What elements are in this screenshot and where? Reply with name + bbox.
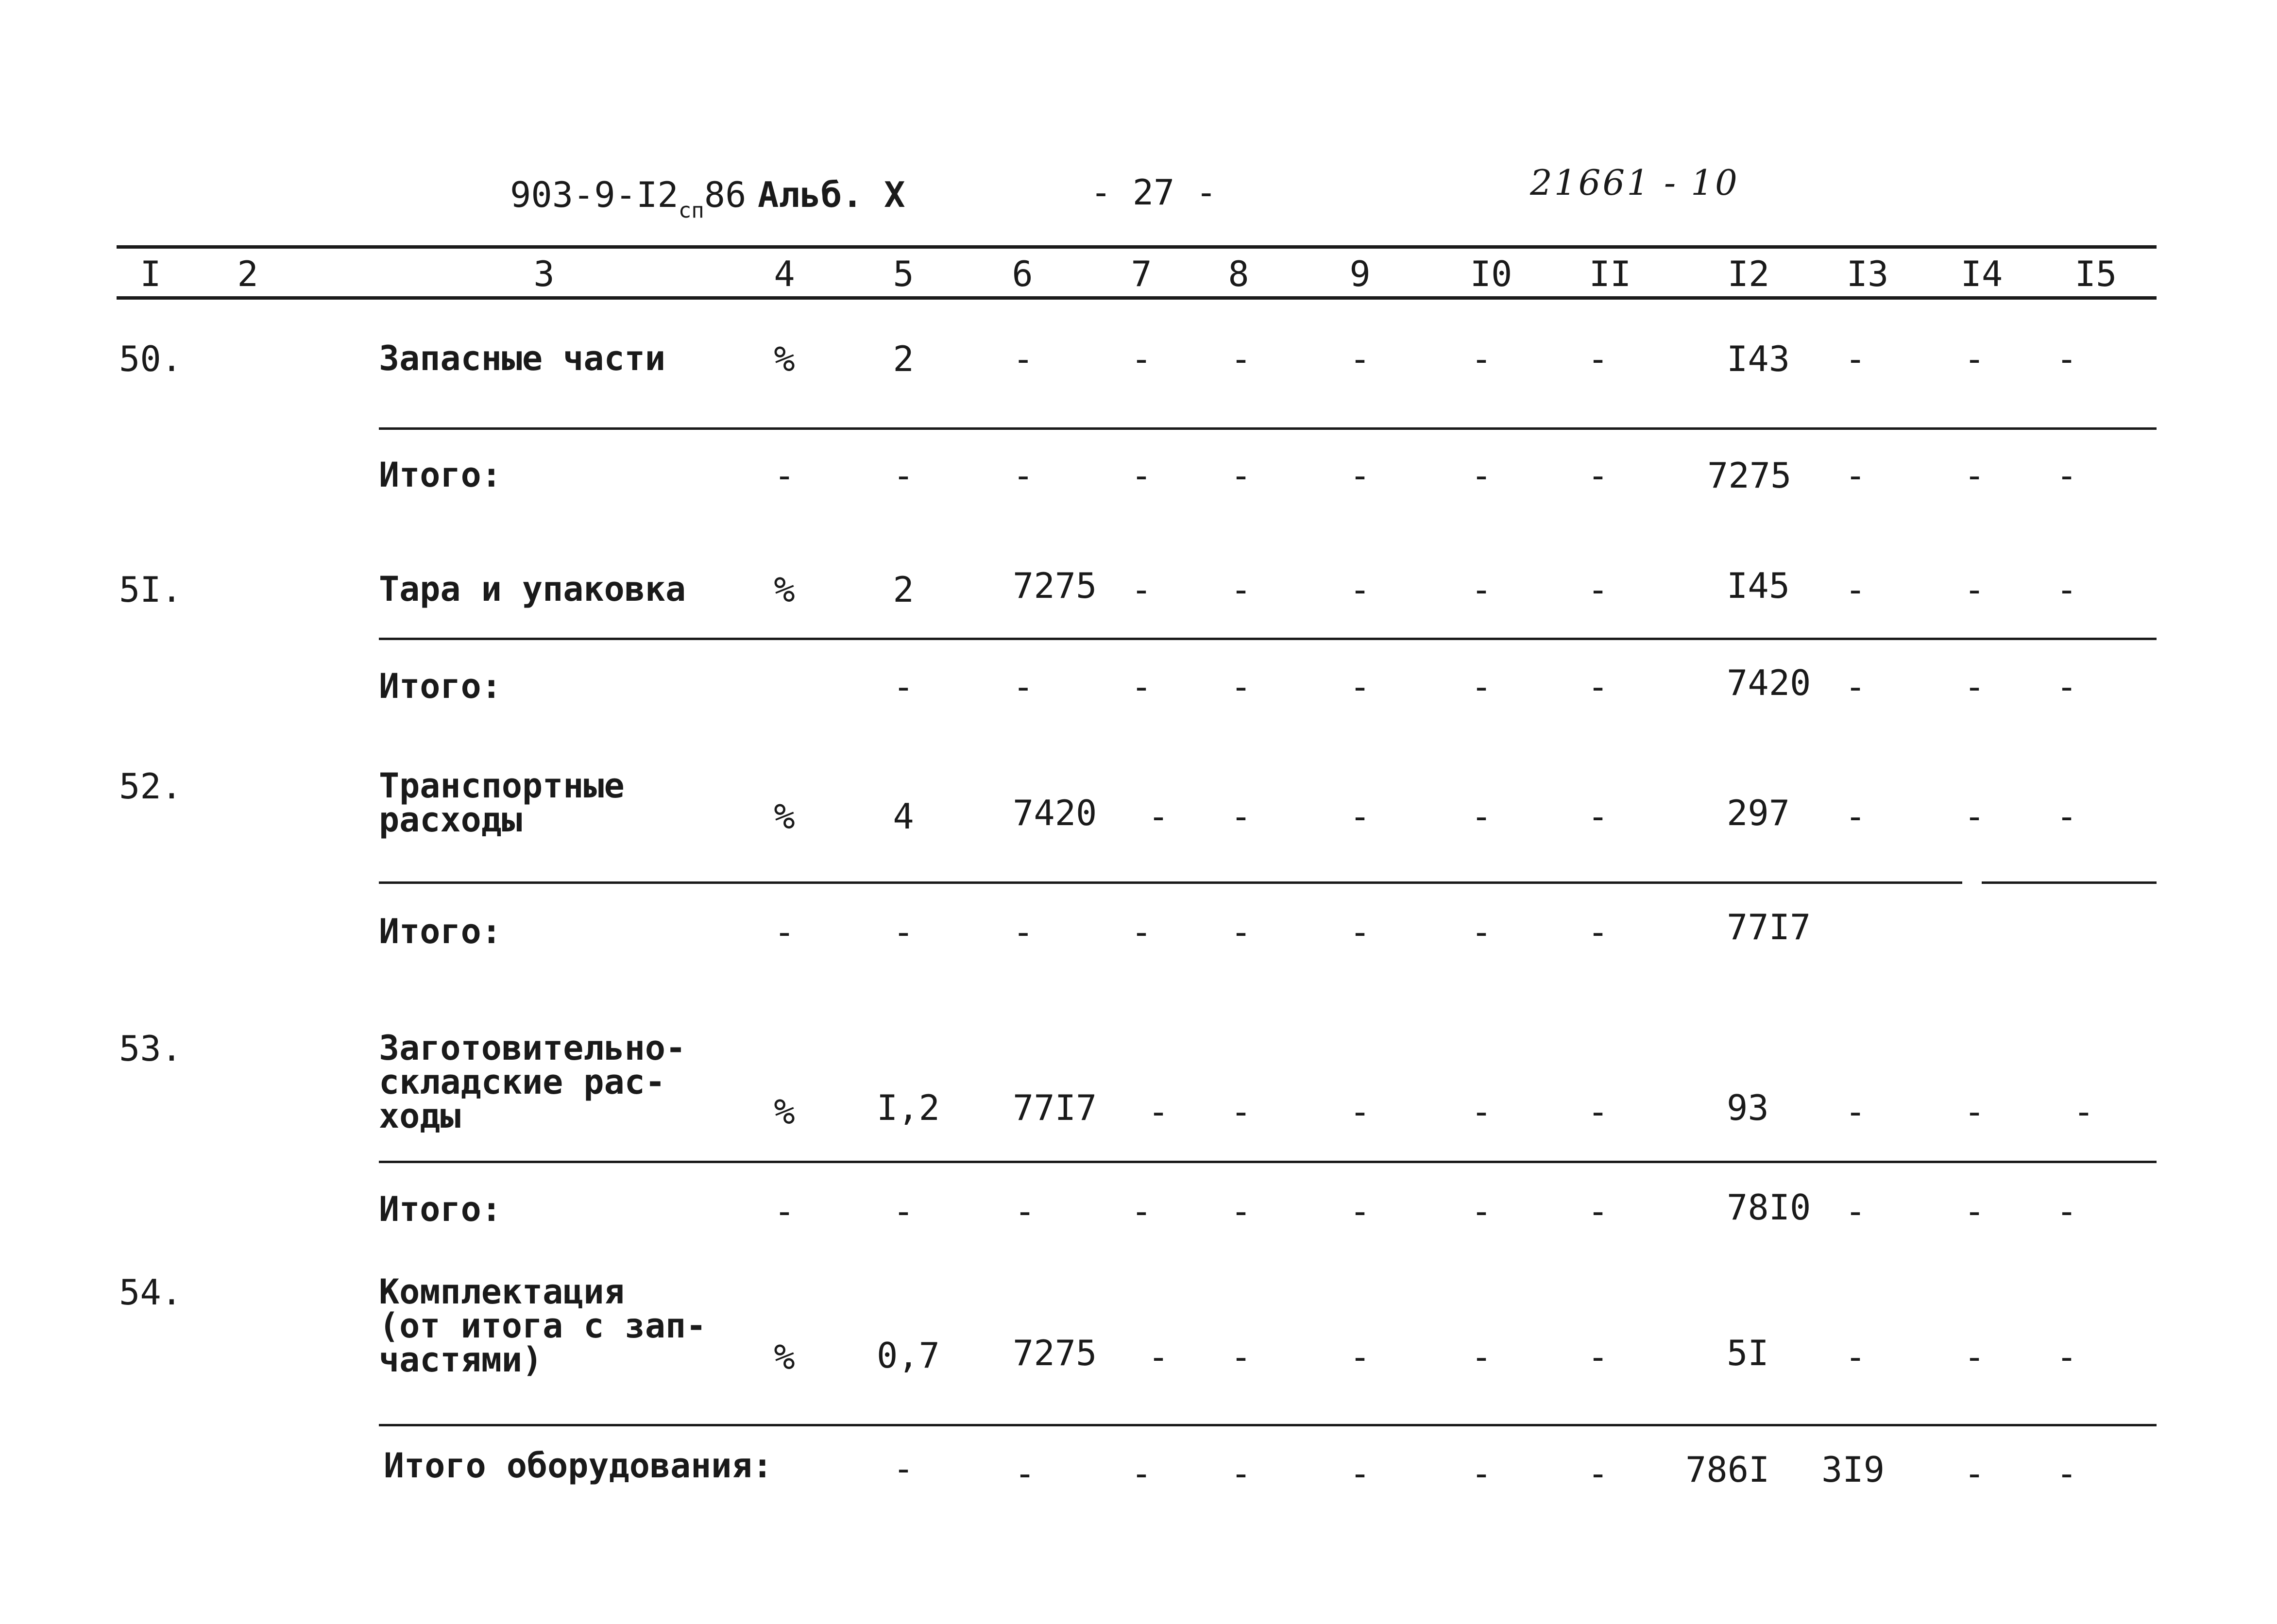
cell-9: - — [1349, 796, 1371, 837]
cell-12: 7420 — [1727, 662, 1811, 703]
row-number: 5I. — [119, 569, 183, 610]
cell-4: - — [774, 912, 795, 952]
cell-15: - — [2056, 1191, 2077, 1232]
cell-14: - — [1964, 666, 1985, 707]
cell-4: % — [774, 1336, 795, 1377]
row-divider — [379, 1161, 2157, 1163]
row-name: Итого: — [379, 1189, 502, 1229]
cell-11: - — [1587, 569, 1609, 610]
header-bottom-rule — [117, 296, 2157, 300]
cell-10: - — [1471, 1453, 1492, 1494]
cell-4: - — [774, 1191, 795, 1232]
cell-11: - — [1587, 796, 1609, 837]
row-divider — [379, 1424, 2157, 1426]
column-number: I2 — [1727, 254, 1770, 294]
cell-15: - — [2056, 1336, 2077, 1377]
cell-8: - — [1230, 1453, 1252, 1494]
cell-15: - — [2073, 1091, 2094, 1132]
cell-6: - — [1014, 1453, 1036, 1494]
cell-12: 77I7 — [1727, 907, 1811, 947]
column-number: 5 — [893, 254, 914, 294]
cell-9: - — [1349, 912, 1371, 952]
cell-5: 2 — [893, 569, 914, 610]
row-name: Запасные части — [379, 338, 666, 378]
column-number: 7 — [1131, 254, 1152, 294]
cell-6: - — [1013, 455, 1034, 496]
column-number: 2 — [237, 254, 258, 294]
document-code-year: 86 — [704, 174, 747, 215]
cell-13: - — [1845, 338, 1866, 379]
cell-7: - — [1148, 1336, 1169, 1377]
cell-15: - — [2056, 455, 2077, 496]
page-number: - 27 - — [1090, 172, 1217, 213]
cell-5: - — [893, 1448, 914, 1489]
cell-7: - — [1131, 666, 1152, 707]
cell-15: - — [2056, 666, 2077, 707]
column-number: I4 — [1960, 254, 2003, 294]
cell-13: - — [1845, 666, 1866, 707]
cell-10: - — [1471, 1191, 1492, 1232]
column-number: I3 — [1846, 254, 1889, 294]
cell-7: - — [1148, 1091, 1169, 1132]
row-divider — [379, 427, 2157, 430]
row-name: Транспортные расходы — [379, 766, 625, 840]
cell-13: - — [1845, 569, 1866, 610]
cell-5: 0,7 — [876, 1335, 940, 1376]
cell-9: - — [1349, 1191, 1371, 1232]
cell-9: - — [1349, 1336, 1371, 1377]
cell-12: 297 — [1727, 793, 1790, 833]
cell-7: - — [1131, 569, 1152, 610]
cell-6: - — [1014, 1191, 1036, 1232]
cell-15: - — [2056, 796, 2077, 837]
cell-5: - — [893, 912, 914, 952]
cell-6: 7275 — [1013, 565, 1097, 606]
cell-9: - — [1349, 338, 1371, 379]
row-divider — [1982, 881, 2157, 884]
cell-7: - — [1131, 912, 1152, 952]
column-number: I — [140, 254, 161, 294]
row-number: 52. — [119, 766, 183, 807]
cell-11: - — [1587, 455, 1609, 496]
row-name: Тара и упаковка — [379, 569, 686, 609]
cell-9: - — [1349, 666, 1371, 707]
column-number: 3 — [533, 254, 555, 294]
cell-8: - — [1230, 569, 1252, 610]
row-name: Заготовительно- складские рас- ходы — [379, 1028, 686, 1136]
cell-6: 7275 — [1013, 1333, 1097, 1373]
cell-8: - — [1230, 1091, 1252, 1132]
cell-5: - — [893, 666, 914, 707]
cell-5: - — [893, 455, 914, 496]
cell-6: - — [1013, 912, 1034, 952]
column-number: 8 — [1228, 254, 1249, 294]
cell-8: - — [1230, 1336, 1252, 1377]
cell-9: - — [1349, 455, 1371, 496]
cell-12: I45 — [1727, 565, 1790, 606]
row-name: Итого оборудования: — [384, 1446, 773, 1486]
cell-4: % — [774, 1091, 795, 1132]
cell-14: - — [1964, 796, 1985, 837]
cell-7: - — [1148, 796, 1169, 837]
cell-14: - — [1964, 455, 1985, 496]
row-name: Итого: — [379, 666, 502, 706]
cell-13: - — [1845, 455, 1866, 496]
column-number: 4 — [774, 254, 795, 294]
cell-5: 4 — [893, 796, 914, 837]
cell-9: - — [1349, 569, 1371, 610]
row-divider — [379, 638, 2157, 640]
cell-10: - — [1471, 338, 1492, 379]
cell-14: - — [1964, 1336, 1985, 1377]
cell-10: - — [1471, 455, 1492, 496]
cell-13: - — [1845, 1091, 1866, 1132]
document-code — [510, 174, 747, 223]
document-code-subscript: сп — [678, 198, 704, 223]
cell-4: - — [774, 455, 795, 496]
cell-15: - — [2056, 338, 2077, 379]
cell-6: 77I7 — [1013, 1087, 1097, 1128]
cell-12: 78I0 — [1727, 1187, 1811, 1228]
row-number: 50. — [119, 338, 183, 379]
cell-5: I,2 — [876, 1087, 940, 1128]
cell-4: % — [774, 569, 795, 610]
cell-6: 7420 — [1013, 793, 1097, 833]
cell-12: 5I — [1727, 1333, 1769, 1373]
cell-10: - — [1471, 666, 1492, 707]
cell-4: % — [774, 796, 795, 837]
cell-8: - — [1230, 912, 1252, 952]
row-number: 53. — [119, 1028, 183, 1069]
column-number: I5 — [2074, 254, 2117, 294]
header-top-rule — [117, 245, 2157, 249]
cell-14: - — [1964, 1191, 1985, 1232]
cell-12: 786I — [1685, 1449, 1770, 1490]
cell-13: - — [1845, 1191, 1866, 1232]
cell-5: 2 — [893, 338, 914, 379]
cell-9: - — [1349, 1091, 1371, 1132]
cell-14: - — [1964, 569, 1985, 610]
cell-14: - — [1964, 1091, 1985, 1132]
column-number: 6 — [1012, 254, 1033, 294]
cell-5: - — [893, 1191, 914, 1232]
cell-12: I43 — [1727, 338, 1790, 379]
cell-9: - — [1349, 1453, 1371, 1494]
document-code-main: 903-9-I2 — [510, 174, 679, 215]
cell-11: - — [1587, 338, 1609, 379]
cell-4: % — [774, 338, 795, 379]
column-number: 9 — [1349, 254, 1371, 294]
row-name: Комплектация (от итога с зап- частями) — [379, 1272, 707, 1380]
album-label: Альб. X — [758, 174, 905, 215]
cell-10: - — [1471, 796, 1492, 837]
cell-10: - — [1471, 1336, 1492, 1377]
cell-7: - — [1131, 338, 1152, 379]
cell-8: - — [1230, 1191, 1252, 1232]
cell-6: - — [1013, 338, 1034, 379]
cell-14: - — [1964, 1453, 1985, 1494]
cell-13: 3I9 — [1821, 1449, 1885, 1490]
cell-12: 7275 — [1707, 455, 1792, 496]
column-number: I0 — [1470, 254, 1512, 294]
cell-10: - — [1471, 569, 1492, 610]
cell-11: - — [1587, 1091, 1609, 1132]
cell-14: - — [1964, 338, 1985, 379]
cell-15: - — [2056, 1453, 2077, 1494]
cell-6: - — [1013, 666, 1034, 707]
cell-13: - — [1845, 1336, 1866, 1377]
column-number: II — [1589, 254, 1631, 294]
cell-11: - — [1587, 912, 1609, 952]
cell-8: - — [1230, 796, 1252, 837]
cell-8: - — [1230, 338, 1252, 379]
cell-11: - — [1587, 1336, 1609, 1377]
cell-12: 93 — [1727, 1087, 1769, 1128]
row-number: 54. — [119, 1272, 183, 1313]
cell-7: - — [1131, 1191, 1152, 1232]
cell-11: - — [1587, 1453, 1609, 1494]
row-name: Итого: — [379, 455, 502, 495]
cell-7: - — [1131, 1453, 1152, 1494]
cell-8: - — [1230, 455, 1252, 496]
cell-15: - — [2056, 569, 2077, 610]
row-name: Итого: — [379, 912, 502, 951]
cell-11: - — [1587, 1191, 1609, 1232]
cell-10: - — [1471, 1091, 1492, 1132]
cell-10: - — [1471, 912, 1492, 952]
cell-8: - — [1230, 666, 1252, 707]
cell-11: - — [1587, 666, 1609, 707]
row-divider — [379, 881, 1962, 884]
handwritten-code: 21661 - 10 — [1530, 162, 1739, 203]
cell-7: - — [1131, 455, 1152, 496]
cell-13: - — [1845, 796, 1866, 837]
